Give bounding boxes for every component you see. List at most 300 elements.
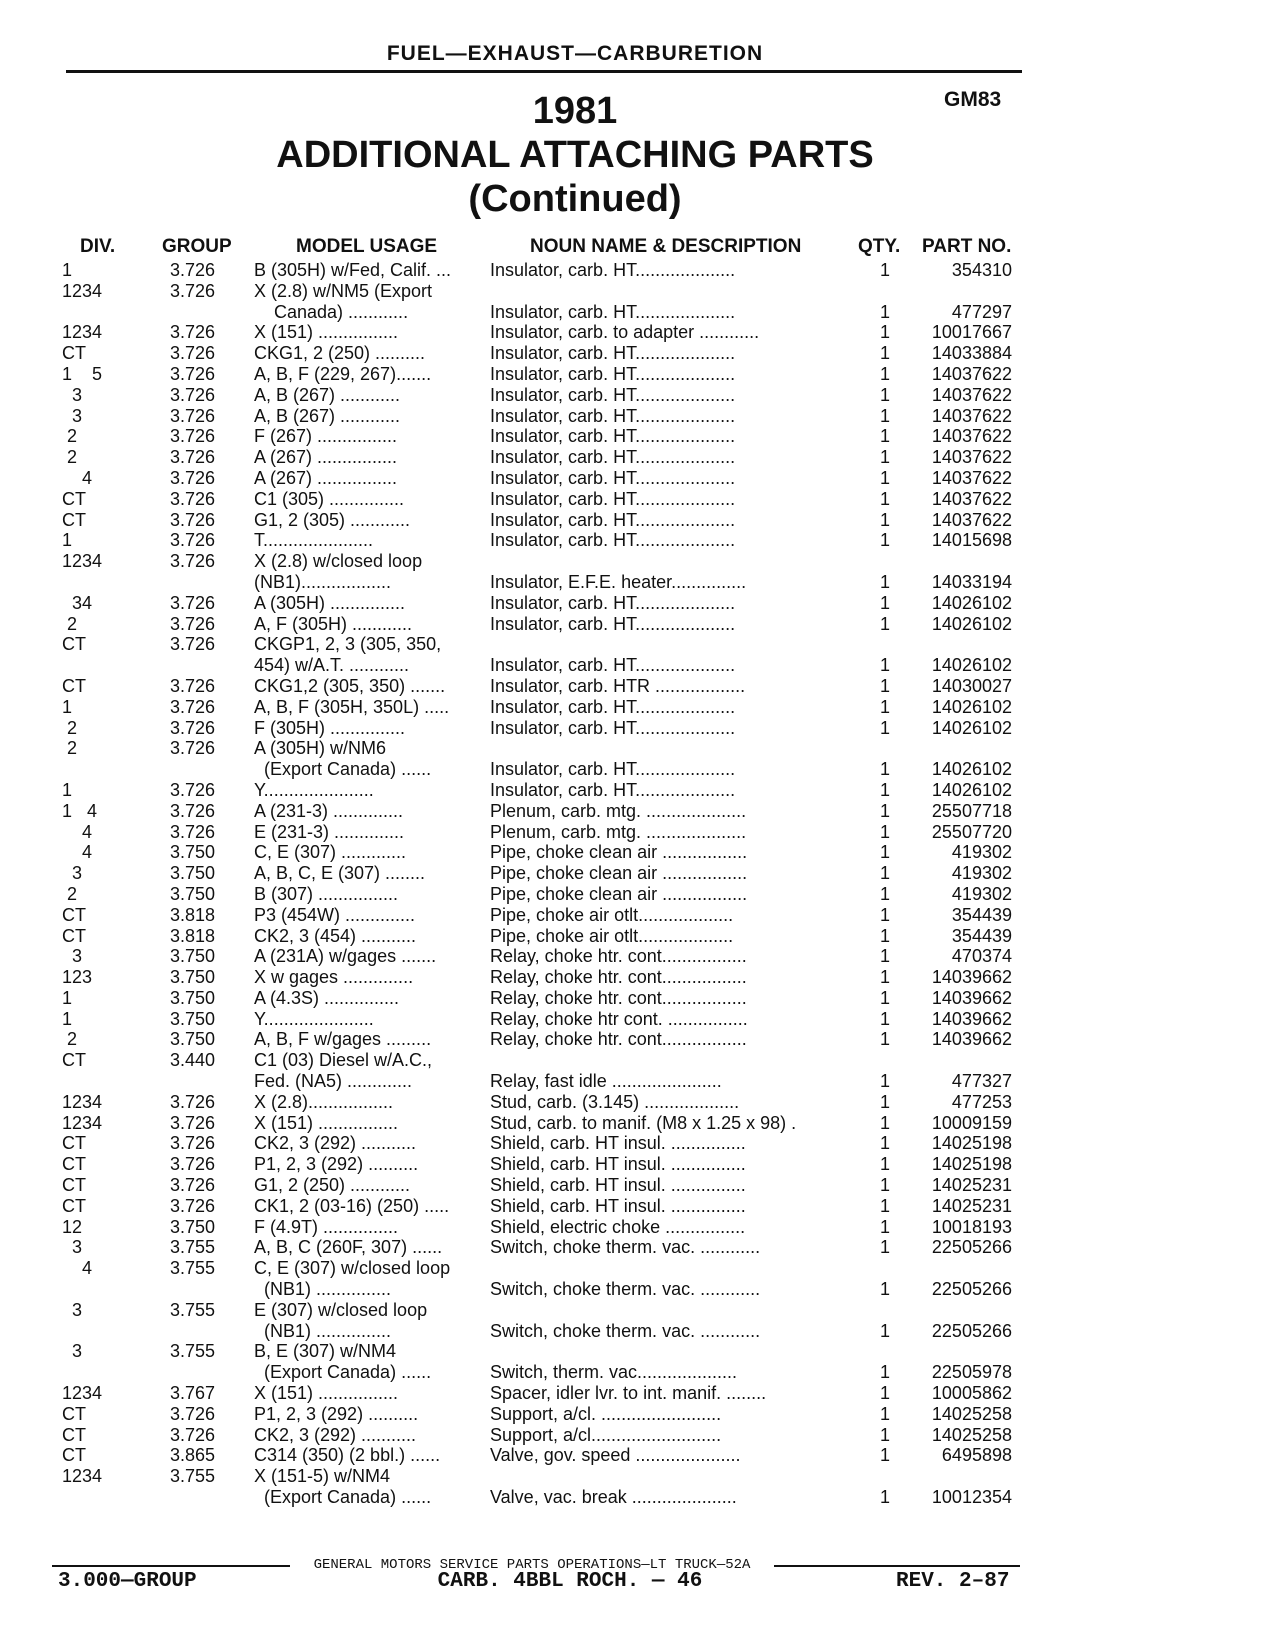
table-row	[0, 655, 1280, 676]
row-noun-name: Insulator, carb. HT....................	[490, 717, 736, 738]
row-qty: 1	[880, 488, 891, 509]
row-qty: 1	[880, 322, 891, 343]
row-part-no: 477253	[951, 1091, 1012, 1112]
row-noun-name: Stud, carb. to manif. (M8 x 1.25 x 98) .	[490, 1112, 797, 1133]
row-part-no: 14026102	[931, 696, 1012, 717]
row-model-usage: X (151-5) w/NM4	[254, 1466, 391, 1487]
row-noun-name: Insulator, carb. HT....................	[490, 343, 736, 364]
row-model-usage: (Export Canada) ......	[254, 1487, 432, 1508]
row-group: 3.440	[170, 1050, 216, 1071]
row-group: 3.726	[170, 738, 216, 759]
row-qty: 1	[880, 1112, 891, 1133]
row-part-no: 470374	[951, 946, 1012, 967]
row-model-usage: E (307) w/closed loop	[254, 1299, 428, 1320]
row-div: 4	[62, 842, 93, 863]
row-part-no: 14026102	[931, 759, 1012, 780]
row-group: 3.726	[170, 1195, 216, 1216]
row-qty: 1	[880, 1133, 891, 1154]
row-group: 3.750	[170, 946, 216, 967]
row-div: 3	[62, 946, 83, 967]
row-part-no: 14025258	[931, 1424, 1012, 1445]
row-qty: 1	[880, 1403, 891, 1424]
row-noun-name: Insulator, carb. HT....................	[490, 301, 736, 322]
row-part-no: 14025258	[931, 1403, 1012, 1424]
row-noun-name: Insulator, carb. HT....................	[490, 384, 736, 405]
row-div: 1	[62, 696, 73, 717]
row-noun-name: Insulator, carb. HT....................	[490, 530, 736, 551]
row-qty: 1	[880, 530, 891, 551]
table-row	[0, 1466, 1280, 1487]
row-group: 3.755	[170, 1258, 216, 1279]
row-part-no: 354310	[951, 260, 1012, 280]
row-div: CT	[62, 509, 86, 530]
row-qty: 1	[880, 821, 891, 842]
row-qty: 1	[880, 1029, 891, 1050]
row-noun-name: Shield, electric choke ................	[490, 1216, 746, 1237]
row-qty: 1	[880, 904, 891, 925]
row-part-no: 419302	[951, 863, 1012, 884]
footer-revision: REV. 2–87	[896, 1570, 1010, 1593]
row-part-no: 22505266	[931, 1320, 1012, 1341]
row-model-usage: P3 (454W) ..............	[254, 904, 416, 925]
row-div: 1234	[62, 551, 103, 572]
row-group: 3.726	[170, 1403, 216, 1424]
row-part-no: 14025231	[931, 1195, 1012, 1216]
row-qty: 1	[880, 363, 891, 384]
table-row	[0, 780, 1280, 801]
row-qty: 1	[880, 384, 891, 405]
table-row	[0, 1113, 1280, 1134]
table-row	[0, 1029, 1280, 1050]
row-div: 2	[62, 738, 78, 759]
row-div: 1234	[62, 1466, 103, 1487]
row-div: 1	[62, 987, 73, 1008]
table-row	[0, 489, 1280, 510]
row-group: 3.726	[170, 1175, 216, 1196]
row-group: 3.865	[170, 1445, 216, 1466]
table-row	[0, 759, 1280, 780]
row-part-no: 10005862	[931, 1383, 1012, 1404]
row-model-usage: X (151) ................	[254, 1383, 399, 1404]
row-model-usage: Y......................	[254, 779, 374, 800]
row-group: 3.726	[170, 405, 216, 426]
row-noun-name: Insulator, carb. HT....................	[490, 696, 736, 717]
row-noun-name: Insulator, carb. HT....................	[490, 363, 736, 384]
row-part-no: 14037622	[931, 509, 1012, 530]
table-row	[0, 1321, 1280, 1342]
row-part-no: 14026102	[931, 717, 1012, 738]
table-row	[0, 447, 1280, 468]
row-noun-name: Valve, gov. speed .....................	[490, 1445, 741, 1466]
row-qty: 1	[880, 967, 891, 988]
table-row	[0, 260, 1280, 281]
row-part-no: 14030027	[931, 675, 1012, 696]
table-row	[0, 1383, 1280, 1404]
row-part-no: 477297	[951, 301, 1012, 322]
row-noun-name: Insulator, carb. HT....................	[490, 655, 736, 676]
row-qty: 1	[880, 467, 891, 488]
row-model-usage: (Export Canada) ......	[254, 759, 432, 780]
row-qty: 1	[880, 426, 891, 447]
row-qty: 1	[880, 1279, 891, 1300]
row-div: 1 4	[62, 800, 98, 821]
row-group: 3.726	[170, 717, 216, 738]
row-qty: 1	[880, 1383, 891, 1404]
row-model-usage: A (231-3) ..............	[254, 800, 404, 821]
row-div: 1	[62, 1008, 73, 1029]
row-noun-name: Pipe, choke clean air .................	[490, 863, 748, 884]
table-row	[0, 822, 1280, 843]
table-row	[0, 1341, 1280, 1362]
row-qty: 1	[880, 925, 891, 946]
row-noun-name: Stud, carb. (3.145) ...................	[490, 1091, 740, 1112]
row-div: CT	[62, 343, 86, 364]
row-noun-name: Valve, vac. break .....................	[490, 1487, 737, 1508]
table-row	[0, 634, 1280, 655]
row-part-no: 14033884	[931, 343, 1012, 364]
row-noun-name: Shield, carb. HT insul. ...............	[490, 1154, 746, 1175]
table-row	[0, 281, 1280, 302]
row-div: 1234	[62, 1383, 103, 1404]
row-group: 3.726	[170, 821, 216, 842]
row-div: 3	[62, 405, 83, 426]
row-qty: 1	[880, 1445, 891, 1466]
row-model-usage: CK2, 3 (292) ...........	[254, 1133, 417, 1154]
row-noun-name: Pipe, choke air otlt...................	[490, 904, 734, 925]
row-noun-name: Insulator, carb. HTR ..................	[490, 675, 746, 696]
table-row	[0, 1196, 1280, 1217]
row-group: 3.726	[170, 1091, 216, 1112]
row-div: 3	[62, 1299, 83, 1320]
row-model-usage: B (307) ................	[254, 883, 399, 904]
table-row	[0, 1217, 1280, 1238]
row-model-usage: CK1, 2 (03-16) (250) .....	[254, 1195, 450, 1216]
row-div: CT	[62, 1445, 86, 1466]
row-model-usage: A, B, C (260F, 307) ......	[254, 1237, 443, 1258]
row-model-usage: X (2.8).................	[254, 1091, 394, 1112]
row-group: 3.726	[170, 675, 216, 696]
row-qty: 1	[880, 1362, 891, 1383]
table-row	[0, 946, 1280, 967]
row-group: 3.726	[170, 322, 216, 343]
table-row	[0, 1071, 1280, 1092]
top-rule	[66, 70, 1022, 73]
page-subtitle: (Continued)	[468, 178, 682, 220]
row-div: 1 5	[62, 363, 103, 384]
row-model-usage: A, B, F (229, 267).......	[254, 363, 432, 384]
footer-group: 3.000—GROUP	[58, 1570, 197, 1593]
row-model-usage: G1, 2 (250) ............	[254, 1175, 411, 1196]
row-model-usage: C1 (03) Diesel w/A.C.,	[254, 1050, 433, 1071]
table-row	[0, 364, 1280, 385]
row-qty: 1	[880, 800, 891, 821]
row-model-usage: Y......................	[254, 1008, 374, 1029]
row-noun-name: Switch, choke therm. vac. ............	[490, 1320, 761, 1341]
row-part-no: 25507720	[931, 821, 1012, 842]
row-group: 3.726	[170, 280, 216, 301]
row-model-usage: (Export Canada) ......	[254, 1362, 432, 1383]
row-part-no: 14025231	[931, 1175, 1012, 1196]
table-row	[0, 801, 1280, 822]
row-div: CT	[62, 925, 86, 946]
table-row	[0, 842, 1280, 863]
col-group: GROUP	[162, 236, 232, 257]
row-qty: 1	[880, 1195, 891, 1216]
row-noun-name: Insulator, carb. HT....................	[490, 509, 736, 530]
col-noun-name: NOUN NAME & DESCRIPTION	[530, 236, 802, 257]
table-row	[0, 884, 1280, 905]
row-qty: 1	[880, 260, 891, 280]
page-title: ADDITIONAL ATTACHING PARTS	[276, 134, 874, 176]
row-noun-name: Insulator, carb. HT....................	[490, 592, 736, 613]
row-div: CT	[62, 1050, 86, 1071]
row-group: 3.726	[170, 551, 216, 572]
row-noun-name: Shield, carb. HT insul. ...............	[490, 1133, 746, 1154]
row-group: 3.726	[170, 1424, 216, 1445]
row-part-no: 22505978	[931, 1362, 1012, 1383]
row-qty: 1	[880, 405, 891, 426]
row-div: 4	[62, 467, 93, 488]
row-noun-name: Switch, therm. vac....................	[490, 1362, 738, 1383]
row-qty: 1	[880, 863, 891, 884]
row-group: 3.726	[170, 613, 216, 634]
row-part-no: 14026102	[931, 655, 1012, 676]
row-model-usage: B (305H) w/Fed, Calif. ...	[254, 260, 452, 280]
table-row	[0, 385, 1280, 406]
row-qty: 1	[880, 613, 891, 634]
row-model-usage: X (151) ................	[254, 1112, 399, 1133]
row-div: 1234	[62, 280, 103, 301]
row-noun-name: Insulator, carb. HT....................	[490, 467, 736, 488]
row-group: 3.726	[170, 343, 216, 364]
row-div: 3	[62, 1341, 83, 1362]
row-part-no: 22505266	[931, 1279, 1012, 1300]
row-part-no: 14037622	[931, 488, 1012, 509]
table-row	[0, 926, 1280, 947]
table-row	[0, 863, 1280, 884]
row-model-usage: (NB1) ...............	[254, 1279, 392, 1300]
row-div: CT	[62, 1154, 86, 1175]
row-part-no: 14037622	[931, 363, 1012, 384]
row-group: 3.726	[170, 800, 216, 821]
row-group: 3.750	[170, 883, 216, 904]
row-model-usage: A (305H) w/NM6	[254, 738, 387, 759]
row-div: 1234	[62, 322, 103, 343]
row-model-usage: (NB1) ...............	[254, 1320, 392, 1341]
row-group: 3.750	[170, 1216, 216, 1237]
row-qty: 1	[880, 1071, 891, 1092]
row-div: 4	[62, 821, 93, 842]
table-row	[0, 1175, 1280, 1196]
row-part-no: 14026102	[931, 613, 1012, 634]
row-model-usage: P1, 2, 3 (292) ..........	[254, 1154, 419, 1175]
section-title: FUEL—EXHAUST—CARBURETION	[386, 42, 764, 65]
table-row	[0, 510, 1280, 531]
row-group: 3.750	[170, 842, 216, 863]
row-part-no: 14039662	[931, 967, 1012, 988]
row-part-no: 6495898	[941, 1445, 1012, 1466]
table-row	[0, 1258, 1280, 1279]
row-group: 3.767	[170, 1383, 216, 1404]
row-model-usage: C, E (307) .............	[254, 842, 407, 863]
row-model-usage: X (2.8) w/NM5 (Export	[254, 280, 433, 301]
table-row	[0, 1133, 1280, 1154]
row-group: 3.755	[170, 1299, 216, 1320]
row-noun-name: Insulator, carb. HT....................	[490, 613, 736, 634]
table-row	[0, 1445, 1280, 1466]
row-qty: 1	[880, 1175, 891, 1196]
table-row	[0, 738, 1280, 759]
row-group: 3.750	[170, 1008, 216, 1029]
row-group: 3.726	[170, 509, 216, 530]
row-qty: 1	[880, 1424, 891, 1445]
row-div: 3	[62, 1237, 83, 1258]
row-div: CT	[62, 1175, 86, 1196]
table-row	[0, 988, 1280, 1009]
row-qty: 1	[880, 759, 891, 780]
row-div: 1	[62, 779, 73, 800]
row-group: 3.726	[170, 488, 216, 509]
row-group: 3.726	[170, 426, 216, 447]
row-model-usage: A (267) ................	[254, 467, 398, 488]
row-model-usage: A, F (305H) ............	[254, 613, 413, 634]
row-div: 1234	[62, 1112, 103, 1133]
row-model-usage: A, B (267) ............	[254, 405, 401, 426]
row-qty: 1	[880, 1320, 891, 1341]
table-row	[0, 572, 1280, 593]
table-row	[0, 1487, 1280, 1508]
row-qty: 1	[880, 717, 891, 738]
row-model-usage: E (231-3) ..............	[254, 821, 405, 842]
row-group: 3.726	[170, 447, 216, 468]
row-noun-name: Shield, carb. HT insul. ...............	[490, 1175, 746, 1196]
row-noun-name: Relay, choke htr. cont.................	[490, 967, 747, 988]
row-div: 2	[62, 447, 78, 468]
row-noun-name: Insulator, carb. HT....................	[490, 426, 736, 447]
row-qty: 1	[880, 447, 891, 468]
row-model-usage: Canada) ............	[254, 301, 409, 322]
table-row	[0, 1404, 1280, 1425]
row-part-no: 10017667	[931, 322, 1012, 343]
col-part-no: PART NO.	[922, 236, 1012, 257]
row-div: 2	[62, 883, 78, 904]
row-group: 3.750	[170, 1029, 216, 1050]
row-qty: 1	[880, 1216, 891, 1237]
row-model-usage: C314 (350) (2 bbl.) ......	[254, 1445, 441, 1466]
table-row	[0, 1425, 1280, 1446]
row-model-usage: CKG1,2 (305, 350) .......	[254, 675, 446, 696]
row-part-no: 10012354	[931, 1487, 1012, 1508]
row-group: 3.726	[170, 363, 216, 384]
row-div: CT	[62, 1424, 86, 1445]
row-model-usage: F (267) ................	[254, 426, 398, 447]
row-model-usage: A (4.3S) ...............	[254, 987, 400, 1008]
row-div: 4	[62, 1258, 93, 1279]
parts-table	[0, 260, 1280, 1508]
row-noun-name: Insulator, carb. HT....................	[490, 488, 736, 509]
row-div: 2	[62, 717, 78, 738]
row-qty: 1	[880, 1091, 891, 1112]
row-model-usage: CK2, 3 (454) ...........	[254, 925, 417, 946]
col-qty: QTY.	[858, 236, 901, 257]
row-group: 3.750	[170, 967, 216, 988]
row-qty: 1	[880, 946, 891, 967]
row-group: 3.726	[170, 467, 216, 488]
row-part-no: 14037622	[931, 467, 1012, 488]
row-model-usage: P1, 2, 3 (292) ..........	[254, 1403, 419, 1424]
row-noun-name: Relay, choke htr. cont.................	[490, 1029, 747, 1050]
row-model-usage: C, E (307) w/closed loop	[254, 1258, 451, 1279]
row-group: 3.818	[170, 925, 216, 946]
row-noun-name: Switch, choke therm. vac. ............	[490, 1279, 761, 1300]
row-part-no: 14037622	[931, 447, 1012, 468]
row-div: CT	[62, 1133, 86, 1154]
row-model-usage: G1, 2 (305) ............	[254, 509, 411, 530]
table-row	[0, 468, 1280, 489]
row-noun-name: Pipe, choke clean air .................	[490, 883, 748, 904]
table-row	[0, 718, 1280, 739]
row-part-no: 14025198	[931, 1154, 1012, 1175]
row-group: 3.726	[170, 592, 216, 613]
row-part-no: 354439	[951, 904, 1012, 925]
row-qty: 1	[880, 571, 891, 592]
row-div: CT	[62, 1195, 86, 1216]
row-noun-name: Support, a/cl..........................	[490, 1424, 722, 1445]
row-part-no: 22505266	[931, 1237, 1012, 1258]
row-noun-name: Pipe, choke clean air .................	[490, 842, 748, 863]
row-group: 3.755	[170, 1341, 216, 1362]
row-part-no: 477327	[951, 1071, 1012, 1092]
doc-code: GM83	[944, 88, 1002, 111]
row-qty: 1	[880, 675, 891, 696]
row-model-usage: B, E (307) w/NM4	[254, 1341, 397, 1362]
row-group: 3.726	[170, 634, 216, 655]
row-group: 3.750	[170, 863, 216, 884]
table-row	[0, 1154, 1280, 1175]
row-div: 3	[62, 384, 83, 405]
row-model-usage: CKGP1, 2, 3 (305, 350,	[254, 634, 442, 655]
row-qty: 1	[880, 1008, 891, 1029]
row-model-usage: CK2, 3 (292) ...........	[254, 1424, 417, 1445]
row-group: 3.818	[170, 904, 216, 925]
row-group: 3.726	[170, 384, 216, 405]
table-row	[0, 1009, 1280, 1030]
row-noun-name: Insulator, carb. HT....................	[490, 779, 736, 800]
row-model-usage: A (267) ................	[254, 447, 398, 468]
row-model-usage: F (4.9T) ...............	[254, 1216, 399, 1237]
row-group: 3.755	[170, 1466, 216, 1487]
row-qty: 1	[880, 1487, 891, 1508]
row-noun-name: Insulator, carb. HT....................	[490, 447, 736, 468]
row-div: CT	[62, 1403, 86, 1424]
row-noun-name: Insulator, E.F.E. heater...............	[490, 571, 747, 592]
row-noun-name: Insulator, carb. HT....................	[490, 759, 736, 780]
row-qty: 1	[880, 343, 891, 364]
row-div: 123	[62, 967, 93, 988]
row-div: 2	[62, 613, 78, 634]
row-group: 3.726	[170, 779, 216, 800]
row-qty: 1	[880, 1154, 891, 1175]
row-model-usage: A, B, F (305H, 350L) .....	[254, 696, 450, 717]
row-group: 3.726	[170, 530, 216, 551]
footer-page: CARB. 4BBL ROCH. — 46	[437, 1570, 703, 1593]
row-part-no: 14037622	[931, 384, 1012, 405]
row-div: CT	[62, 675, 86, 696]
row-noun-name: Switch, choke therm. vac. ............	[490, 1237, 761, 1258]
row-model-usage: T......................	[254, 530, 374, 551]
col-div: DIV.	[80, 236, 116, 257]
table-row	[0, 1092, 1280, 1113]
